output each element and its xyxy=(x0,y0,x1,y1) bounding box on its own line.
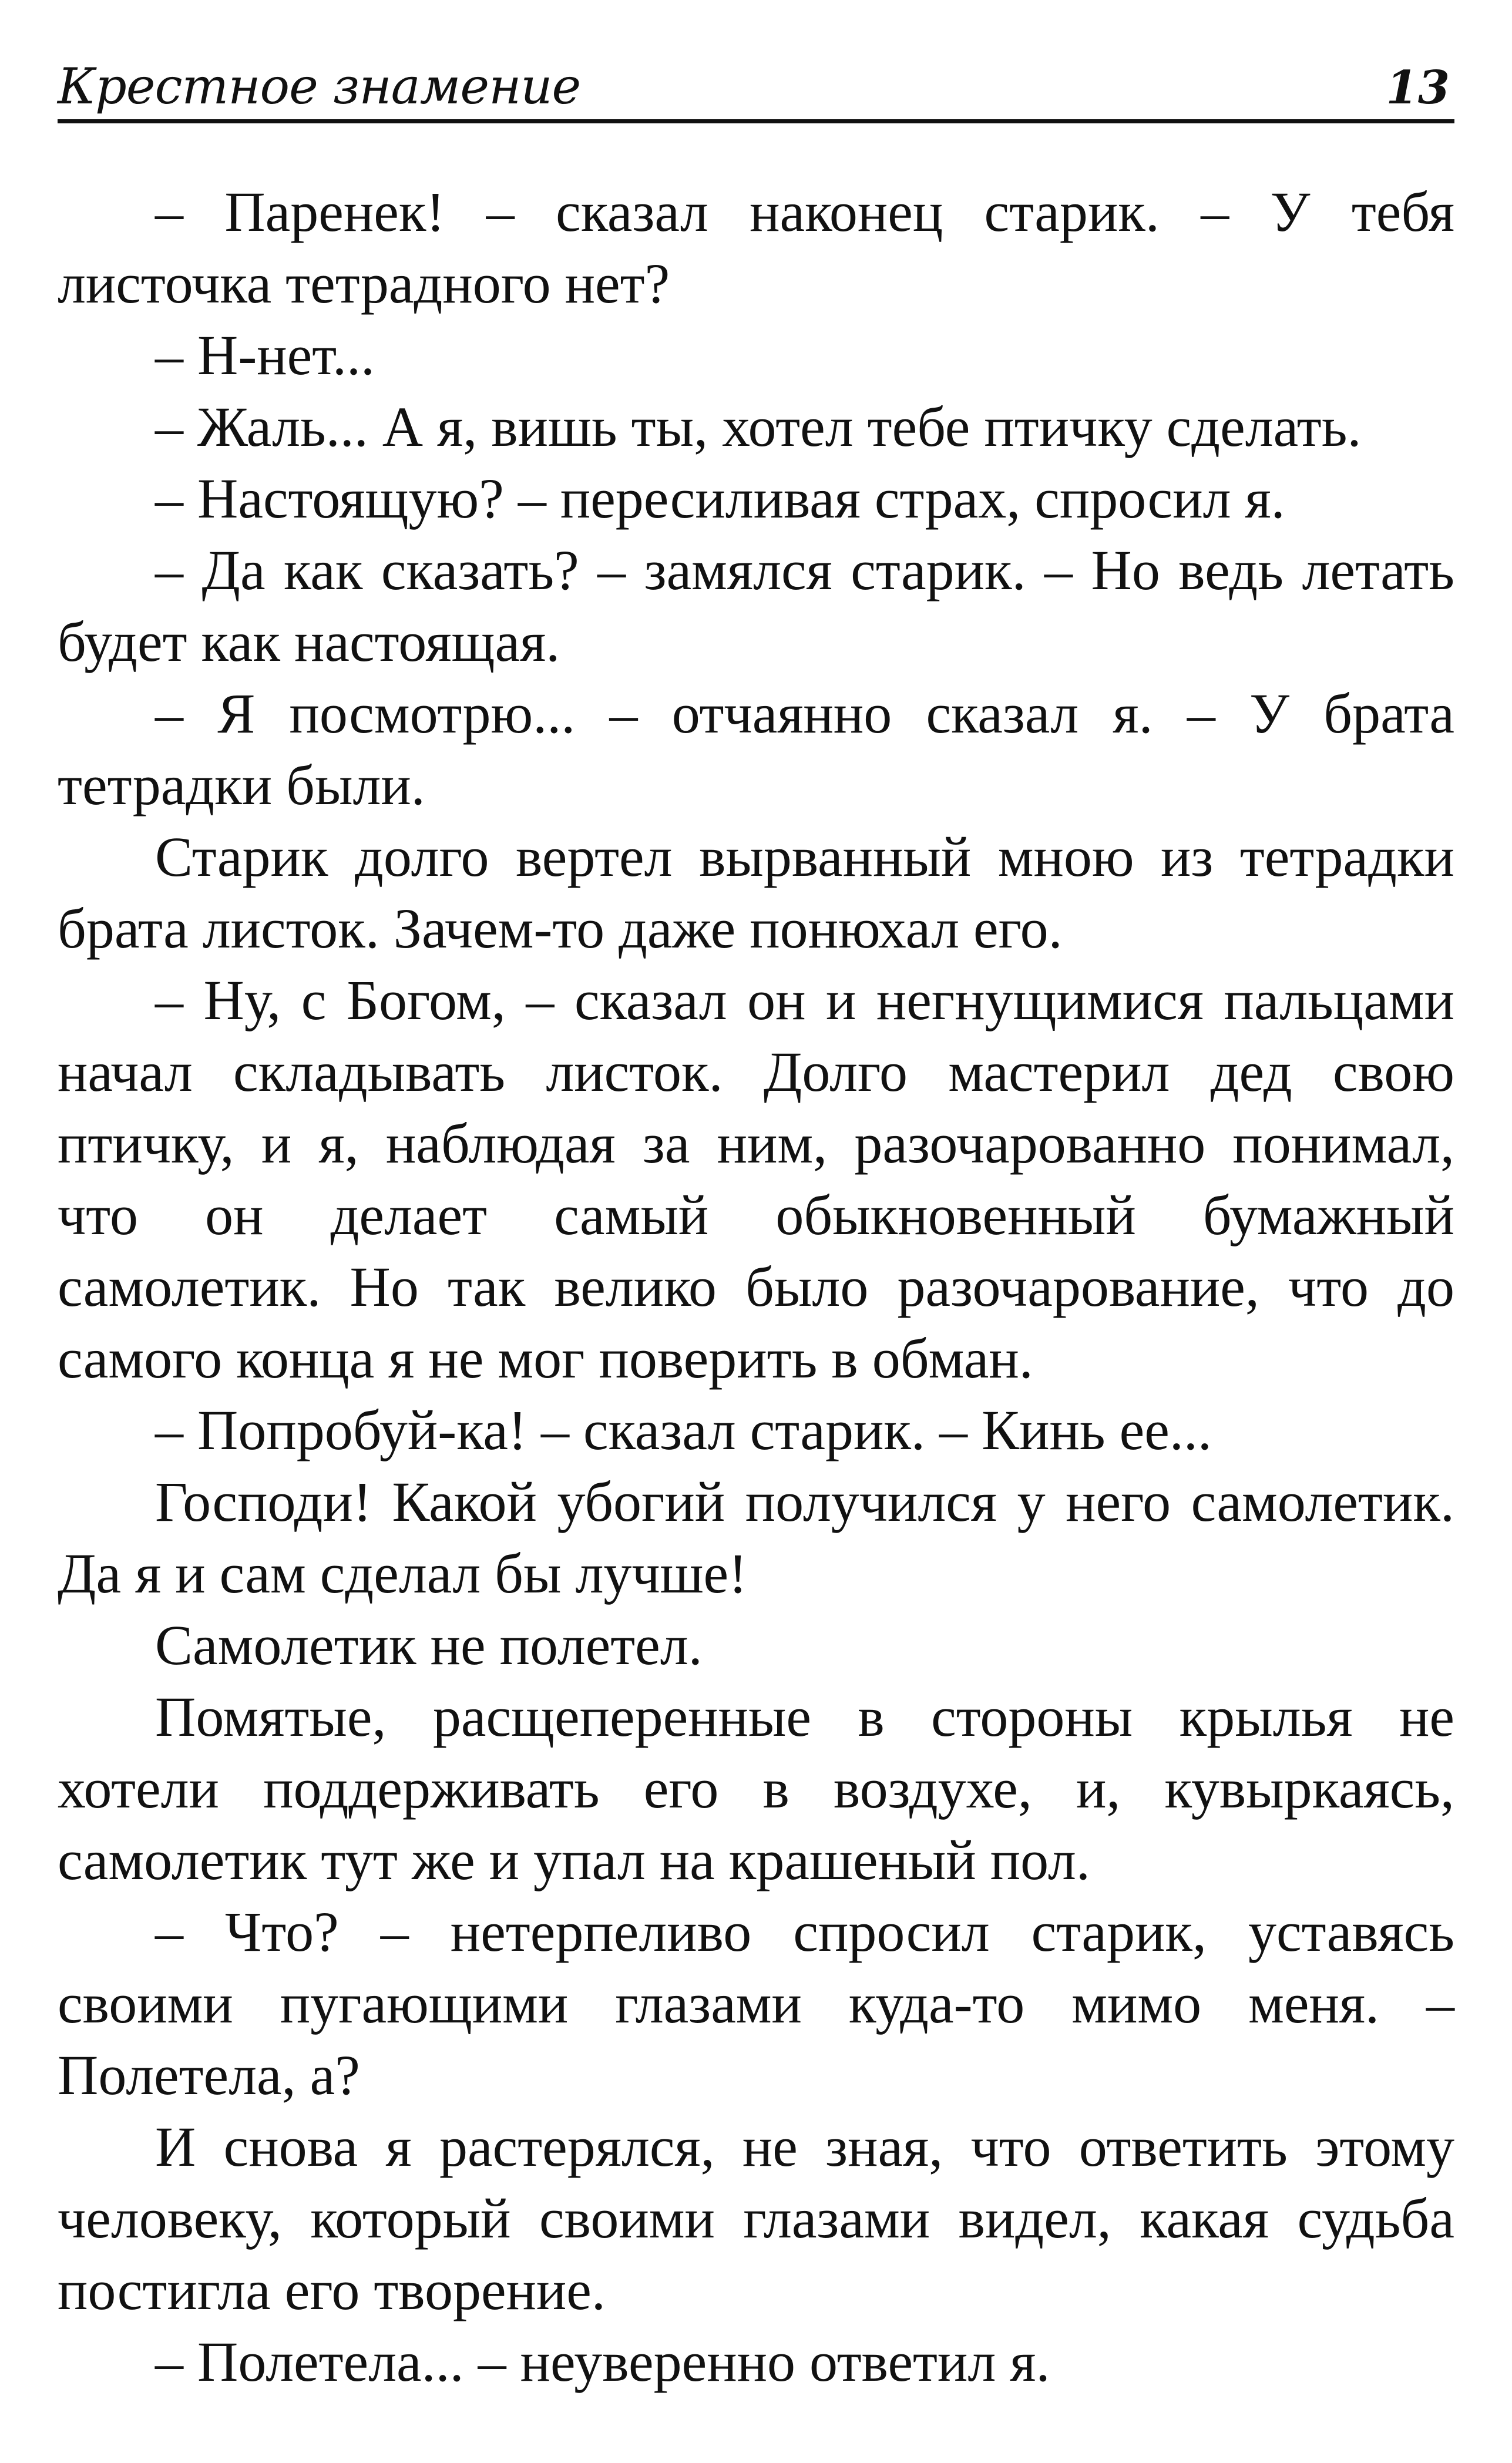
paragraph: Господи! Какой убогий получился у него самолетик. Да я и сам сделал бы лучше! xyxy=(58,1470,1454,1605)
paragraph: – Н-нет... xyxy=(155,324,375,387)
page-number: 13 xyxy=(1386,61,1450,115)
paragraph: – Я посмотрю... – отчаянно сказал я. – У брата тетрадки были. xyxy=(58,682,1454,816)
paragraph: Старик долго вертел вырванный мною из тетрадки брата листок. Зачем-то даже понюхал его. xyxy=(58,825,1454,960)
paragraph: И снова я растерялся, не зная, что ответить этому человеку, который своими глазами видел, какая судьба постигла его творение. xyxy=(58,2115,1454,2321)
paragraph: – Да как сказать? – замялся старик. – Но ведь летать будет как настоящая. xyxy=(58,539,1454,673)
paragraph: – Попробуй-ка! – сказал старик. – Кинь ее... xyxy=(155,1399,1212,1461)
body-text xyxy=(58,176,1454,2398)
paragraph: Самолетик не полетел. xyxy=(155,1614,703,1676)
running-header-title: Крестное знамение xyxy=(58,58,581,115)
paragraph: Помятые, расщеперенные в стороны крылья не хотели поддерживать его в воздухе, и, кувыркаясь, самолетик тут же и упал на крашеный пол. xyxy=(58,1685,1454,1891)
paragraph: – Жаль... А я, вишь ты, хотел тебе птичку сделать. xyxy=(155,395,1362,458)
paragraph: – Полетела... – неуверенно ответил я. xyxy=(155,2330,1050,2393)
paragraph: – Настоящую? – пересиливая страх, спросил я. xyxy=(155,467,1285,530)
running-header xyxy=(58,41,1454,123)
paragraph: – Что? – нетерпеливо спросил старик, уставясь своими пугающими глазами куда-то мимо меня. – Полетела, а? xyxy=(58,1900,1454,2106)
paragraph: – Ну, с Богом, – сказал он и негнущимися пальцами начал складывать листок. Долго мастерил дед свою птичку, и я, наблюдая за ним, разочарованно понимал, что он делает самый обыкновенный бумажный самолетик. Но так велико было разочарование, что до самого конца я не мог поверить в обман. xyxy=(58,969,1454,1390)
paragraph: – Паренек! – сказал наконец старик. – У тебя листочка тетрадного нет? xyxy=(58,180,1454,315)
